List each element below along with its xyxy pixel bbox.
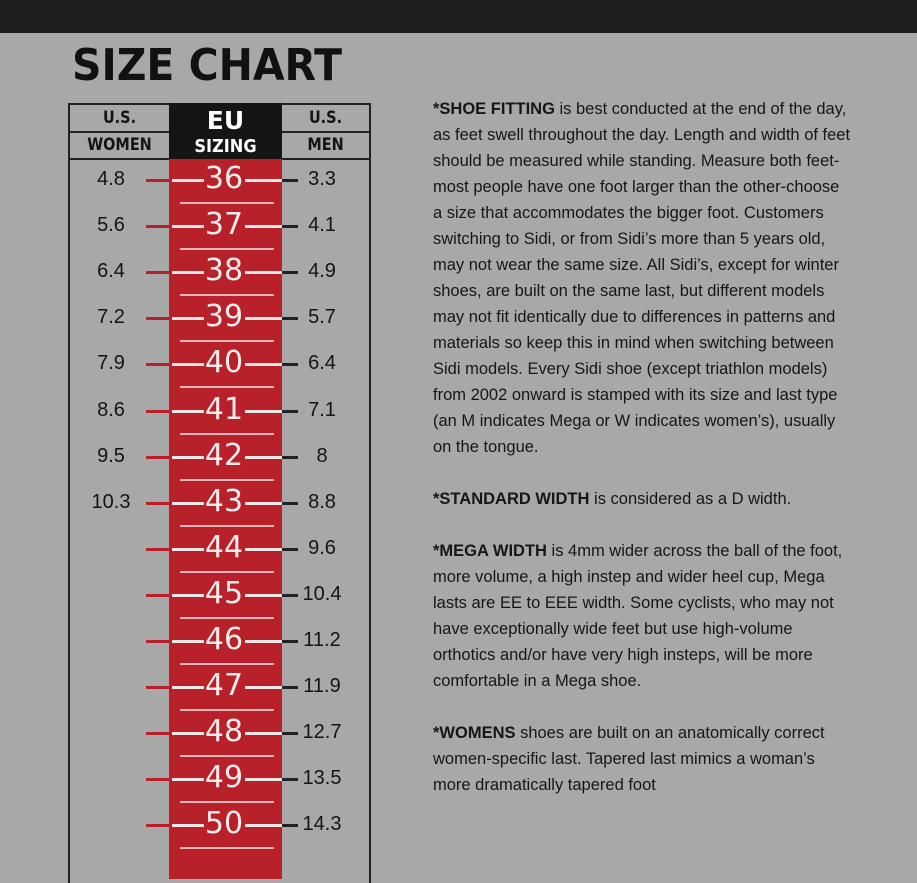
eu-marker-left <box>172 732 204 735</box>
eu-marker-right <box>245 271 282 274</box>
men-size: 11.2 <box>303 629 341 651</box>
size-row <box>0 758 400 804</box>
women-marker <box>146 548 172 551</box>
eu-marker-left <box>172 271 204 274</box>
eu-marker-left <box>172 410 204 413</box>
men-size: 3.3 <box>308 168 336 190</box>
eu-size: 39 <box>204 299 244 335</box>
women-marker <box>146 686 172 689</box>
men-marker <box>282 317 298 320</box>
eu-marker-right <box>245 410 282 413</box>
women-marker <box>146 179 172 182</box>
eu-marker-right <box>245 363 282 366</box>
men-header-line1: U.S. <box>308 108 343 128</box>
women-marker <box>146 317 172 320</box>
men-marker <box>282 456 298 459</box>
men-marker <box>282 686 298 689</box>
eu-marker-right <box>245 778 282 781</box>
eu-marker-right <box>245 179 282 182</box>
eu-size: 48 <box>204 714 244 750</box>
women-marker <box>146 824 172 827</box>
men-size: 14.3 <box>302 813 342 836</box>
women-marker <box>146 225 172 228</box>
men-marker <box>282 594 298 597</box>
men-size: 6.4 <box>308 352 336 375</box>
men-marker <box>282 502 298 505</box>
eu-marker-left <box>172 225 204 228</box>
eu-marker-right <box>245 456 282 459</box>
eu-marker-left <box>172 594 204 597</box>
eu-size: 46 <box>204 622 244 657</box>
note-mega-width <box>433 538 853 694</box>
men-size: 11.9 <box>303 675 341 698</box>
eu-header <box>169 103 282 159</box>
women-marker <box>146 732 172 735</box>
eu-size: 36 <box>204 161 244 196</box>
men-size: 12.7 <box>302 721 342 744</box>
note-standard-width <box>433 486 853 512</box>
men-marker <box>282 410 298 413</box>
eu-marker-left <box>172 686 204 689</box>
eu-size: 44 <box>204 529 244 565</box>
men-marker <box>282 225 298 228</box>
eu-marker-left <box>172 317 204 320</box>
eu-marker-right <box>245 502 282 505</box>
size-row <box>0 251 400 297</box>
size-row <box>0 574 400 620</box>
men-marker <box>282 824 298 827</box>
note-heading: *MEGA WIDTH <box>433 542 547 560</box>
women-marker <box>146 502 172 505</box>
women-marker <box>146 456 172 459</box>
note-womens <box>433 720 853 798</box>
eu-marker-right <box>245 594 282 597</box>
eu-marker-left <box>172 640 204 643</box>
women-marker <box>146 410 172 413</box>
eu-marker-left <box>172 824 204 827</box>
women-header-divider <box>68 131 169 133</box>
eu-size: 45 <box>204 575 244 611</box>
eu-marker-left <box>172 456 204 459</box>
women-marker <box>146 271 172 274</box>
size-row <box>0 297 400 343</box>
women-size: 8.6 <box>97 398 125 421</box>
eu-marker-right <box>245 640 282 643</box>
women-size: 7.2 <box>97 306 125 329</box>
size-row <box>0 436 400 482</box>
women-marker <box>146 363 172 366</box>
note-heading: *SHOE FITTING <box>433 100 555 118</box>
women-marker <box>146 640 172 643</box>
eu-size: 41 <box>204 391 244 427</box>
eu-marker-right <box>245 732 282 735</box>
eu-size: 50 <box>204 806 244 842</box>
men-size: 4.9 <box>308 260 336 283</box>
eu-size: 38 <box>204 253 244 289</box>
size-row <box>0 804 400 850</box>
eu-header-line1: EU <box>206 106 245 135</box>
size-row <box>0 712 400 758</box>
eu-marker-right <box>245 824 282 827</box>
note-heading: *WOMENS <box>433 724 516 742</box>
eu-size: 49 <box>204 760 244 796</box>
eu-size: 40 <box>204 345 244 381</box>
men-size: 13.5 <box>302 767 342 790</box>
size-row <box>0 390 400 436</box>
eu-size: 42 <box>204 437 244 473</box>
women-marker <box>146 594 172 597</box>
eu-marker-right <box>245 686 282 689</box>
eu-size: 43 <box>204 483 244 519</box>
men-marker <box>282 778 298 781</box>
eu-marker-left <box>172 548 204 551</box>
men-size: 8 <box>316 444 328 467</box>
women-size: 4.8 <box>97 168 125 190</box>
size-row <box>0 528 400 574</box>
note-body: is best conducted at the end of the day, as feet swell throughout the day. Length and width of feet should be measured while standing. Measure both feet-most people have one foot larger than the other-choose a size that accommodates the bigger foot. Customers switching to Sidi, or from Sidi’s more than 5 years old, may not wear the same size. All Sidi’s, except for winter shoes, are built on the same last, but different models may not fit identically due to differences in patterns and materials so keep this in mind when switching between Sidi models. Every Sidi shoe (except triathlon models) from 2002 onward is stamped with its size and last type (an M indicates Mega or W indicates women’s), usually on the tongue. <box>433 100 851 456</box>
eu-marker-left <box>172 502 204 505</box>
women-size: 6.4 <box>97 260 125 283</box>
women-size: 5.6 <box>97 214 125 237</box>
eu-size: 47 <box>204 668 244 704</box>
men-marker <box>282 179 298 182</box>
size-row <box>0 666 400 712</box>
eu-marker-right <box>245 317 282 320</box>
note-body: is considered as a D width. <box>589 490 792 508</box>
men-header-line2: MEN <box>307 135 344 155</box>
note-body: shoes are built on an anatomically correct women-specific last. Tapered last mimics a woman’s more dramatically tapered foot <box>433 724 825 794</box>
eu-marker-left <box>172 179 204 182</box>
women-header-line2: WOMEN <box>87 135 152 155</box>
size-row <box>0 620 400 666</box>
men-marker <box>282 271 298 274</box>
men-marker <box>282 363 298 366</box>
eu-marker-left <box>172 363 204 366</box>
women-size: 7.9 <box>97 352 125 375</box>
women-size: 9.5 <box>97 444 125 467</box>
note-shoe-fitting <box>433 96 853 460</box>
note-heading: *STANDARD WIDTH <box>433 490 590 508</box>
women-marker <box>146 778 172 781</box>
eu-header-line2: SIZING <box>194 136 257 157</box>
men-size: 5.7 <box>308 306 336 329</box>
top-bar <box>0 0 917 33</box>
size-row <box>0 159 400 205</box>
size-row <box>0 343 400 389</box>
size-row <box>0 482 400 528</box>
eu-marker-left <box>172 778 204 781</box>
eu-marker-right <box>245 225 282 228</box>
men-size: 9.6 <box>308 536 336 559</box>
men-size: 8.8 <box>308 490 336 513</box>
eu-marker-right <box>245 548 282 551</box>
men-size: 4.1 <box>308 214 336 237</box>
men-header-divider <box>282 131 371 133</box>
page-title: SIZE CHART <box>72 40 343 91</box>
men-size: 10.4 <box>302 582 342 605</box>
eu-size: 37 <box>204 207 244 243</box>
women-header-line1: U.S. <box>102 108 137 128</box>
note-body: is 4mm wider across the ball of the foot, more volume, a high instep and wider heel cup, Mega lasts are EE to EEE width. Some cyclists, who may not have exceptionally wide feet but use high-volume orthotics and/or have very high insteps, will be more comfortable in a Mega shoe. <box>433 542 843 690</box>
men-marker <box>282 732 298 735</box>
men-size: 7.1 <box>308 398 336 421</box>
men-marker <box>282 640 298 643</box>
fitting-notes <box>433 96 853 824</box>
size-row <box>0 205 400 251</box>
men-marker <box>282 548 298 551</box>
women-size: 10.3 <box>91 490 131 513</box>
